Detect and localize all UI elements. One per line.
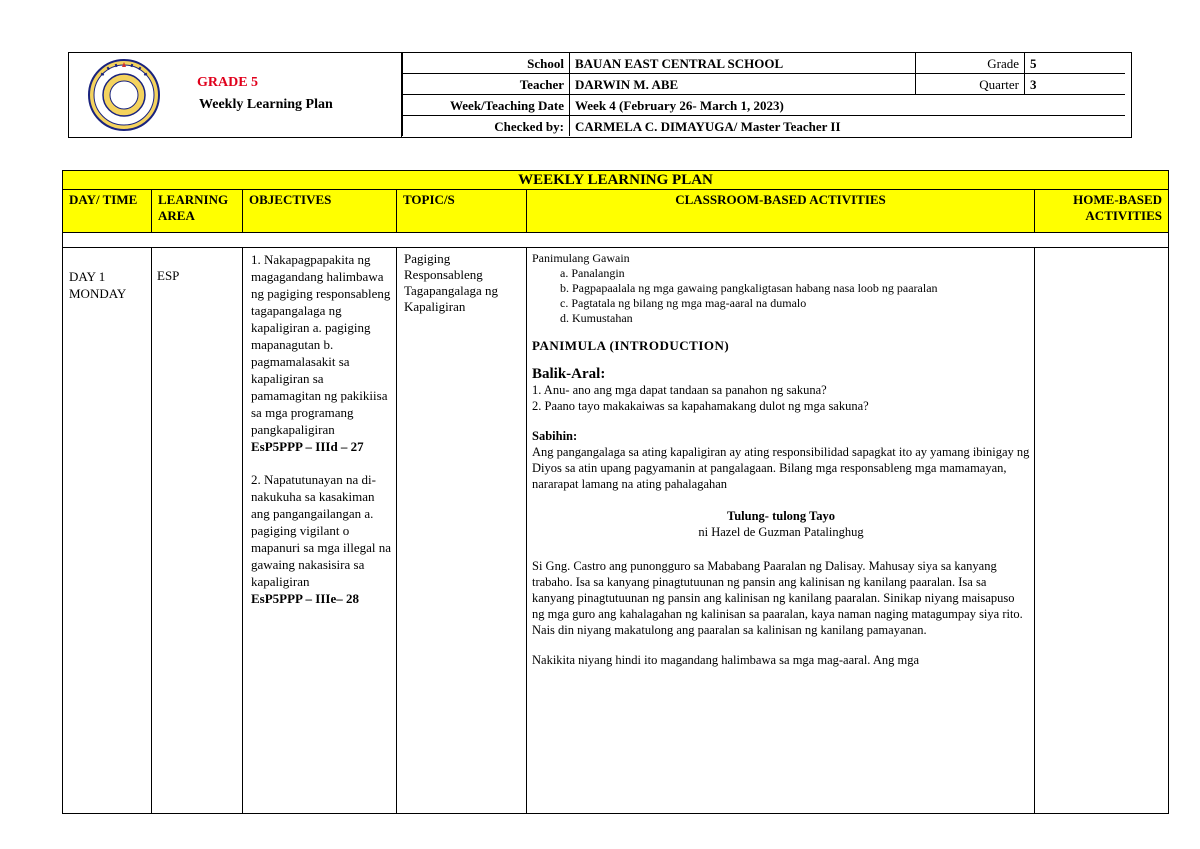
table-row [63,248,1169,814]
topic-cell: Pagiging Responsableng Tagapangalaga ng Kapaligiran [397,248,527,814]
grade-label: Grade [916,53,1025,74]
review-item: 2. Paano tayo makakaiwas sa kapahamakang dulot ng mga sakuna? [532,399,869,413]
plan-title: Weekly Learning Plan [199,97,333,112]
checked-row [403,116,1126,137]
col-header-day: DAY/ TIME [63,190,152,233]
checked-label: Checked by: [403,116,570,137]
objective-1-code: EsP5PPP – IIId – 27 [251,439,364,454]
week-row [403,95,1126,116]
list-item: b. Pagpapaalala ng mga gawaing pangkaligtasan habang nasa loob ng paaralan [560,281,938,295]
school-logo-icon [87,58,161,132]
checked-value: CARMELA C. DIMAYUGA/ Master Teacher II [570,116,1126,137]
header-title-block [69,53,402,137]
grade-value: 5 [1025,53,1126,74]
objective-1: 1. Nakapagpapakita ng magagandang halimbawa ng pagiging responsableng tagapangalaga ng kapaligiran a. pagiging mapanagutan b. pagmamalasakit sa kapaligiran sa pamamagitan ng pakikiisa sa mga programang pangkapaligiran [251,252,391,437]
col-header-home: HOME-BASED ACTIVITIES [1035,190,1169,233]
introduction-heading: PANIMULA (INTRODUCTION) [532,338,730,353]
column-header-row [63,190,1169,233]
review-item: 1. Anu- ano ang mga dapat tandaan sa panahon ng sakuna? [532,383,827,397]
story-author: ni Hazel de Guzman Patalinghug [698,525,864,539]
quarter-label: Quarter [916,74,1025,95]
week-value: Week 4 (February 26- March 1, 2023) [570,95,1126,116]
home-activities-cell [1035,248,1169,814]
story-title: Tulung- tulong Tayo [727,509,835,523]
col-header-activities: CLASSROOM-BASED ACTIVITIES [527,190,1035,233]
list-item: d. Kumustahan [560,311,633,325]
day-cell: DAY 1 MONDAY [63,248,152,814]
document-header [68,52,1132,138]
school-label: School [403,53,570,74]
teacher-row [403,74,1126,95]
col-header-topic: TOPIC/S [397,190,527,233]
opening-list [532,266,1030,326]
objectives-cell [243,248,397,814]
table-title-row [63,171,1169,190]
col-header-objectives: OBJECTIVES [243,190,397,233]
list-item: a. Panalangin [560,266,625,280]
objective-2-code: EsP5PPP – IIIe– 28 [251,591,359,606]
grade-title: GRADE 5 [197,75,259,90]
weekly-learning-plan-table [62,170,1169,814]
say-text: Ang pangangalaga sa ating kapaligiran ay ating responsibilidad sapagkat ito ay yamang ibinigay ng Diyos sa atin upang pagyamanin at pangalagaan. Bilang mga responsableng mga mamamayan, nararapat lamang na ating pahalagahan [532,445,1030,491]
review-heading: Balik-Aral: [532,366,606,382]
list-item: c. Pagtatala ng bilang ng mga mag-aaral na dumalo [560,296,807,310]
quarter-value: 3 [1025,74,1126,95]
activities-cell [527,248,1035,814]
story-paragraph-1: Si Gng. Castro ang punongguro sa Mababang Paaralan ng Dalisay. Mahusay siya sa kanyang trabaho. Isa sa kanyang pinagtutuunan ng pansin ang kalinisan ng kanilang paaralan. Isa sa kanyang pinagtutuunan ng pansin ang kalinisan ng kanilang paaralan. Sinikap niyang maisapuso ng mga guro ang kahalagahan ng kalinisan sa paaralan, kaya naman naging matagumpay siya rito. Nais din niyang makatulong ang paaralan sa kalinisan ng kanilang pamayanan. [532,559,1023,637]
area-cell: ESP [152,248,243,814]
say-heading: Sabihin: [532,429,578,443]
col-header-area: LEARNING AREA [152,190,243,233]
spacer-row [63,233,1169,248]
week-label: Week/Teaching Date [403,95,570,116]
teacher-label: Teacher [403,74,570,95]
school-info-table [402,53,1125,136]
table-title: WEEKLY LEARNING PLAN [63,171,1169,190]
opening-heading: Panimulang Gawain [532,251,630,265]
school-row [403,53,1126,74]
objective-2: 2. Napatutunayan na di-nakukuha sa kasakiman ang pangangailangan a. pagiging vigilant o mapanuri sa mga illegal na gawaing nakasisira sa kapaligiran [251,472,392,589]
story-paragraph-2: Nakikita niyang hindi ito magandang halimbawa sa mga mag-aaral. Ang mga [532,653,920,667]
teacher-value: DARWIN M. ABE [570,74,916,95]
school-value: BAUAN EAST CENTRAL SCHOOL [570,53,916,74]
